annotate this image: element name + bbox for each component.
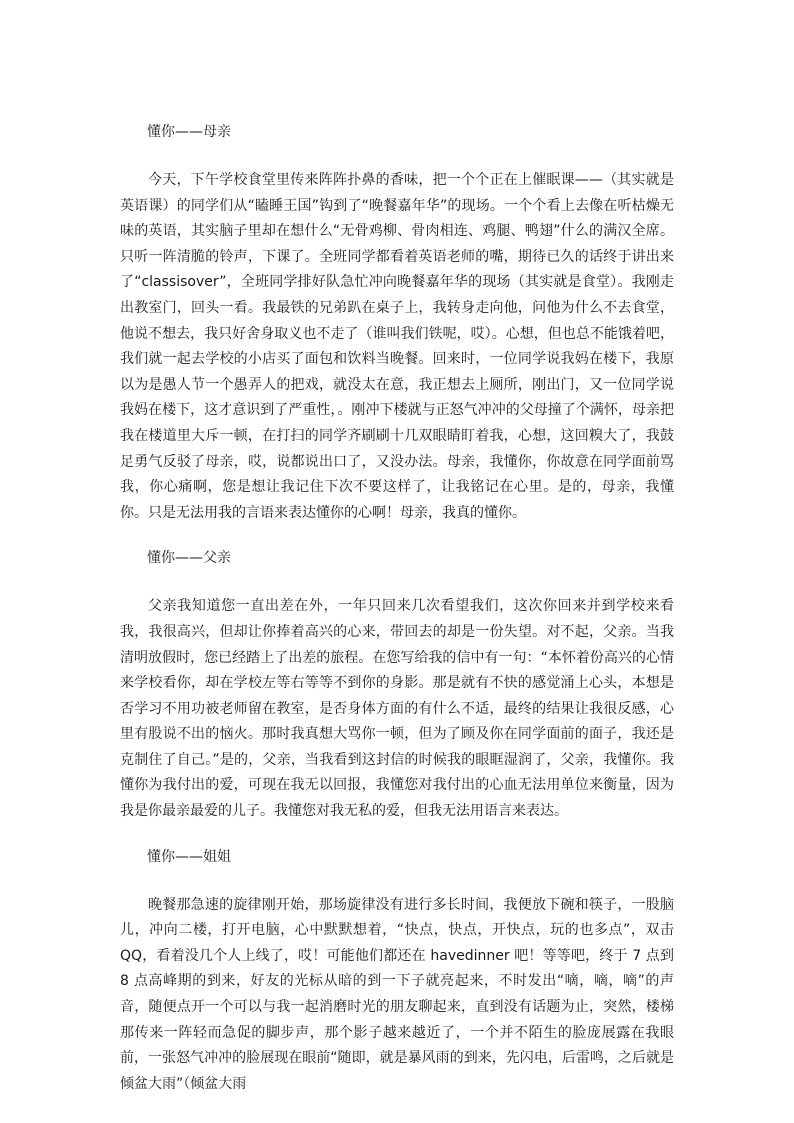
section-paragraph: 晚餐那急速的旋律刚开始，那场旋律没有进行多长时间，我便放下碗和筷子，一股脑儿，冲向二楼，打开电脑，心中默默想着，“快点，快点，开快点，玩的也多点”，双击 QQ，看着没几个人上线了，哎！可能他们都还在 havedinner 吧！等等吧，终于 7 点到 8 点高峰期的到来，好友的光标从暗的到一下子就亮起来，不时发出“嘀，嘀，嘀”的声音，随便点开一个可以与我一起消磨时光的朋友聊起来，直到没有话题为止，突然，楼梯那传来一阵轻而急促的脚步声，那个影子越来越近了，一个并不陌生的脸庞展露在我眼前，一张怒气冲冲的脸展现在眼前“随即，就是暴风雨的到来，先闪电，后雷鸣，之后就是倾盆大雨”（倾盆大雨 — [120, 896, 674, 1092]
section-mother — [120, 120, 674, 526]
section-sister — [120, 845, 674, 1098]
section-heading: 懂你——父亲 — [147, 550, 231, 567]
section-heading: 懂你——母亲 — [147, 124, 231, 140]
section-father — [120, 546, 674, 824]
section-heading: 懂你——姐姐 — [147, 848, 231, 865]
section-paragraph: 父亲我知道您一直出差在外，一年只回来几次看望我们，这次你回来并到学校来看我，我很高兴，但却让你捧着高兴的心来，带回去的却是一份失望。对不起，父亲。当我清明放假时，您已经踏上了出差的旅程。在您写给我的信中有一句：“本怀着份高兴的心情来学校看你，却在学校左等右等等不到你的身影。那是就有不快的感觉涌上心头，本想是否学习不用功被老师留在教室，是否身体方面的有什么不适，最终的结果让我很反感，心里有股说不出的恼火。那时我真想大骂你一顿，但为了顾及你在同学面前的面子，我还是克制住了自己。”是的，父亲，当我看到这封信的时候我的眼眶湿润了，父亲，我懂你。我懂你为我付出的爱，可现在我无以回报，我懂您对我付出的心血无法用单位来衡量，因为我是你最亲最爱的儿子。我懂您对我无私的爱，但我无法用语言来表达。 — [120, 598, 674, 820]
section-paragraph: 今天，下午学校食堂里传来阵阵扑鼻的香味，把一个个正在上催眠课——（其实就是英语课）的同学们从“瞌睡王国”钩到了“晚餐嘉年华”的现场。一个个看上去像在听枯燥无味的英语，其实脑子里却在想什么“无骨鸡柳、骨肉相连、鸡腿、鸭翅”什么的满汉全席。只听一阵清脆的铃声，下课了。全班同学都看着英语老师的嘴，期待已久的话终于讲出来了“classisover”，全班同学排好队急忙冲向晚餐嘉年华的现场（其实就是食堂）。我刚走出教室门，回头一看。我最铁的兄弟趴在桌子上，我转身走向他，问他为什么不去食堂，他说不想去，我只好舍身取义也不走了（谁叫我们铁呢，哎）。心想，但也总不能饿着吧，我们就一起去学校的小店买了面包和饮料当晚餐。回来时，一位同学说我妈在楼下，我原以为是愚人节一个愚弄人的把戏，就没太在意，我正想去上厕所，刚出门，又一位同学说我妈在楼下，这才意识到了严重性，。刚冲下楼就与正怒气冲冲的父母撞了个满怀，母亲把我在楼道里大斥一顿，在打扫的同学齐刷刷十几双眼睛盯着我，心想，这回糗大了，我鼓足勇气反驳了母亲，哎，说都说出口了，又没办法。母亲，我懂你，你故意在同学面前骂我，你心痛啊，您是想让我记住下次不要这样了，让我铭记在心里。是的，母亲，我懂你。只是无法用我的言语来表达懂你的心啊！母亲，我真的懂你。 — [120, 172, 674, 521]
